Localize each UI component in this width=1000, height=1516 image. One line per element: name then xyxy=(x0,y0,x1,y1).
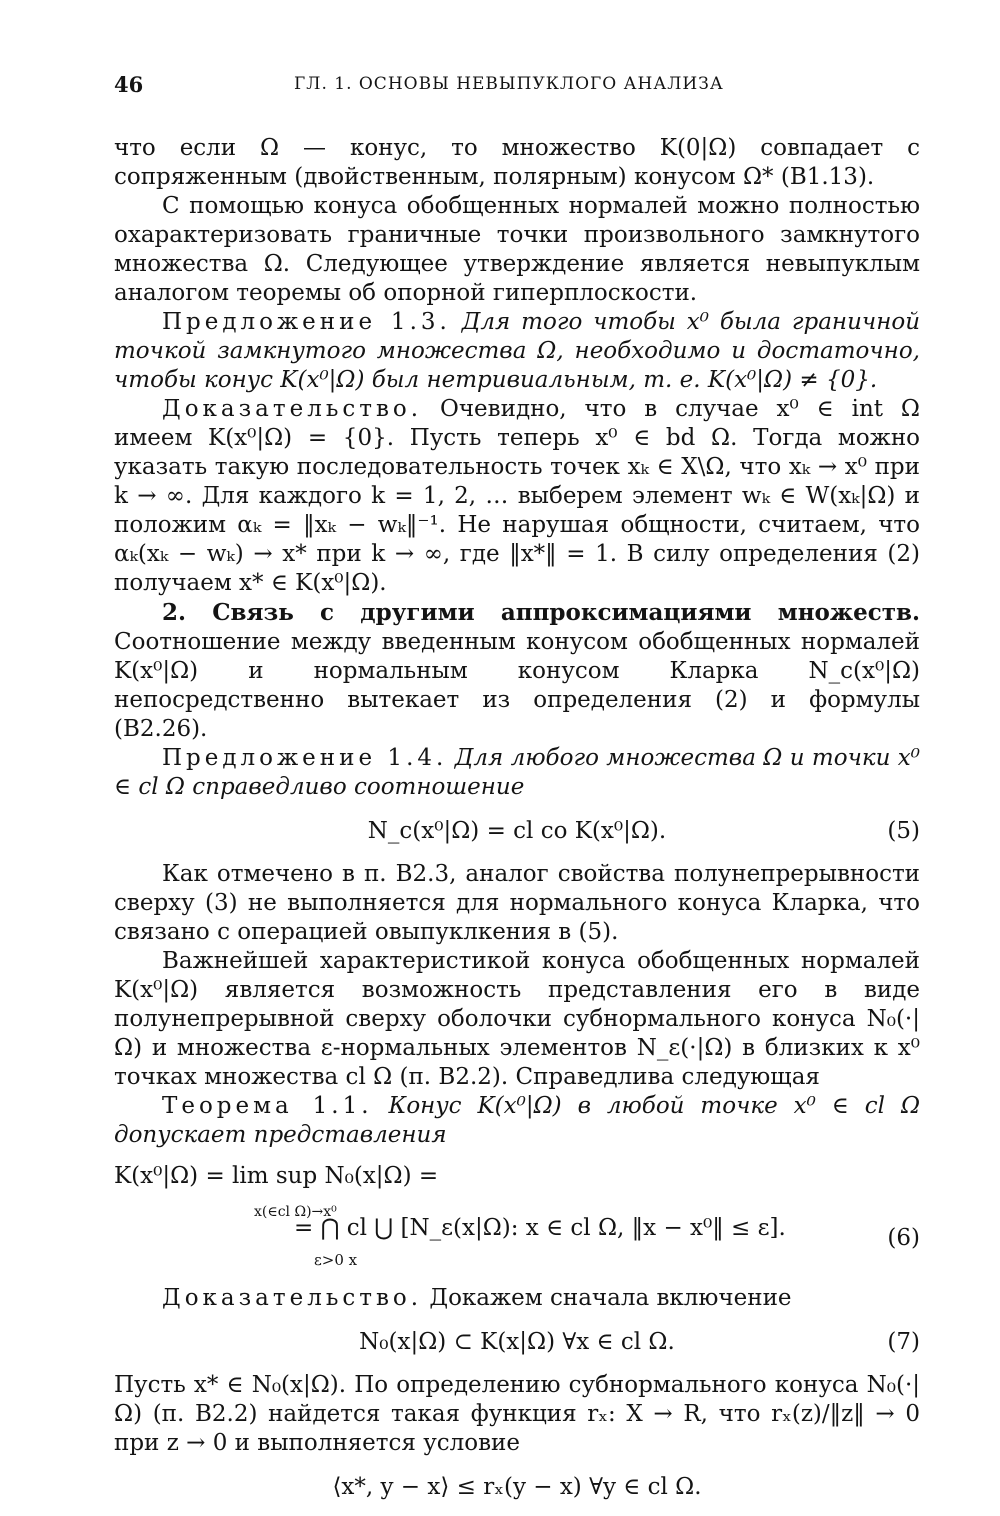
proposition-label: Предложение 1.4. xyxy=(162,745,448,771)
section-2 xyxy=(114,598,920,744)
paragraph: Важнейшей характеристикой конуса обобщенных нормалей K(x⁰|Ω) является возможность представления его в виде полунепрерывной сверху оболочки субнормального конуса N₀(·|Ω) и множества ε-нормальных элементов N_ε(·|Ω) в близких к x⁰ точках множества cl Ω (п. B2.2). Справедлива следующая xyxy=(114,948,921,1090)
equation-subscript-1: x(∈cl Ω)→x⁰ xyxy=(254,1204,337,1220)
equation-6 xyxy=(114,1154,920,1274)
equation-line-2: = ⋂ cl ⋃ [N_ε(x|Ω): x ∈ cl Ω, ‖x − x⁰‖ ≤ ε]. xyxy=(294,1215,786,1241)
theorem-text: Конус K(x⁰|Ω) в любой точке x⁰ ∈ cl Ω допускает представления xyxy=(114,1093,921,1148)
equation-formula: N_c(x⁰|Ω) = cl co K(x⁰|Ω). xyxy=(367,818,667,844)
proof-text: Докажем сначала включение xyxy=(429,1285,792,1311)
equation-subscript-2: ε>0 x xyxy=(314,1251,358,1269)
equation-line-1: K(x⁰|Ω) = lim sup N₀(x|Ω) = xyxy=(114,1163,439,1189)
equation-formula: N₀(x|Ω) ⊂ K(x|Ω) ∀x ∈ cl Ω. xyxy=(359,1329,675,1355)
proposition-label: Предложение 1.3. xyxy=(162,309,451,335)
proof-label: Доказательство. xyxy=(162,1285,423,1311)
proof-label: Доказательство. xyxy=(162,396,423,422)
equation-formula: ⟨x*, y − x⟩ ≤ rₓ(y − x) ∀y ∈ cl Ω. xyxy=(332,1474,702,1500)
section-text: Соотношение между введенным конусом обобщенных нормалей K(x⁰|Ω) и нормальным конусом Кларка N_c(x⁰|Ω) непосредственно вытекает из определения (2) и формулы (B2.26). xyxy=(114,629,920,742)
equation-final xyxy=(114,1464,920,1510)
equation-7 xyxy=(114,1319,920,1365)
paragraph: С помощью конуса обобщенных нормалей можно полностью охарактеризовать граничные точки произвольного замкнутого множества Ω. Следующее утверждение является невыпуклым аналогом теоремы об опорной гиперплоскости. xyxy=(114,193,920,306)
proof-1 xyxy=(114,395,920,598)
paragraph: что если Ω — конус, то множество K(0|Ω) совпадает с сопряженным (двойственным, полярным) конусом Ω* (B1.13). xyxy=(114,135,920,190)
running-head: ГЛ. 1. ОСНОВЫ НЕВЫПУКЛОГО АНАЛИЗА xyxy=(294,74,724,94)
proposition-text: Для любого множества Ω и точки x⁰ ∈ cl Ω справедливо соотношение xyxy=(114,745,921,800)
theorem-label: Теорема 1.1. xyxy=(162,1093,373,1119)
proposition-text: Для того чтобы x⁰ была граничной точкой замкнутого множества Ω, необходимо и достаточно, чтобы конус K(x⁰|Ω) был нетривиальным, т. е. K(x⁰|Ω) ≠ {0}. xyxy=(114,309,921,393)
proof-2 xyxy=(114,1284,920,1313)
theorem-1-1 xyxy=(114,1092,920,1150)
proposition-1-4 xyxy=(114,744,920,802)
proof-text: Очевидно, что в случае x⁰ ∈ int Ω имеем K(x⁰|Ω) = {0}. Пусть теперь x⁰ ∈ bd Ω. Тогда можно указать такую последовательность точек xₖ ∈ X\Ω, что xₖ → x⁰ при k → ∞. Для каждого k = 1, 2, … выберем элемент wₖ ∈ W(xₖ|Ω) и положим αₖ = ‖xₖ − wₖ‖⁻¹. Не нарушая общности, считаем, что αₖ(xₖ − wₖ) → x* при k → ∞, где ‖x*‖ = 1. В силу определения (2) получаем x* ∈ K(x⁰|Ω). xyxy=(114,396,920,596)
page-header xyxy=(114,72,920,102)
paragraph: Как отмечено в п. B2.3, аналог свойства полунепрерывности сверху (3) не выполняется для нормального конуса Кларка, что связано с операцией овыпуклкения в (5). xyxy=(114,861,920,945)
proposition-1-3 xyxy=(114,308,920,395)
equation-number: (6) xyxy=(887,1225,920,1251)
page-number: 46 xyxy=(114,72,144,97)
page-body xyxy=(114,134,920,1516)
equation-5 xyxy=(114,808,920,854)
paragraph: Пусть x* ∈ N₀(x|Ω). По определению субнормального конуса N₀(·|Ω) (п. B2.2) найдется такая функция rₓ: X → R, что rₓ(z)/‖z‖ → 0 при z → 0 и выполняется условие xyxy=(114,1372,920,1456)
equation-number: (7) xyxy=(887,1329,920,1355)
section-heading: 2. Связь с другими аппроксимациями множеств. xyxy=(162,599,920,626)
equation-number: (5) xyxy=(887,818,920,844)
